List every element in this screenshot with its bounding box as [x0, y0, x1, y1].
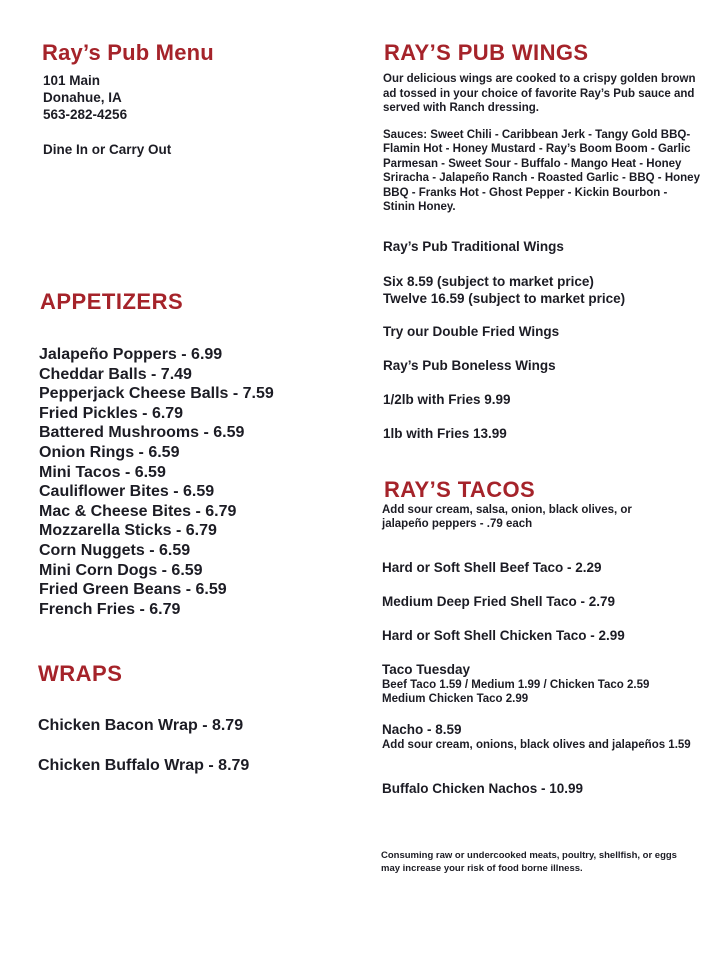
list-item: Fried Pickles - 6.79 [39, 404, 184, 422]
wraps-list [38, 717, 249, 797]
tacos-heading: RAY’S TACOS [384, 477, 536, 502]
boneless-wings: Ray’s Pub Boneless Wings [383, 358, 556, 373]
list-item: Battered Mushrooms - 6.59 [39, 424, 245, 442]
address-line-1: 101 Main [43, 73, 101, 88]
list-item: Cheddar Balls - 7.49 [39, 365, 192, 383]
beef-taco: Hard or Soft Shell Beef Taco - 2.29 [382, 560, 602, 575]
boneless-half-lb: 1/2lb with Fries 9.99 [383, 392, 511, 407]
wings-sauces: Sauces: Sweet Chili - Caribbean Jerk - Tangy Gold BBQ- Flamin Hot - Honey Mustard - Ray’s Boom Boom - Garlic Parmesan - Sweet Sour - Buffalo - Mango Heat - Honey Sriracha - Jalapeño Ranch - Roasted Garlic - BBQ - Honey BBQ - Franks Hot - Ghost Pepper - Kickin Bourbon - Stinin Honey. [383, 128, 700, 213]
right-column [381, 40, 701, 874]
list-item: Corn Nuggets - 6.59 [39, 541, 191, 559]
menu-title: Ray’s Pub Menu [42, 40, 214, 65]
list-item: Fried Green Beans - 6.59 [39, 581, 227, 599]
taco-tuesday-line-2: Medium Chicken Taco 2.99 [382, 693, 529, 705]
deep-fried-taco: Medium Deep Fried Shell Taco - 2.79 [382, 594, 616, 609]
service-type: Dine In or Carry Out [43, 142, 172, 157]
tacos-addons: Add sour cream, salsa, onion, black olives, or jalapeño peppers - .79 each [382, 504, 632, 530]
wings-six: Six 8.59 (subject to market price) [383, 274, 594, 289]
list-item: Pepperjack Cheese Balls - 7.59 [39, 385, 274, 403]
address-line-2: Donahue, IA [43, 90, 122, 105]
boneless-one-lb: 1lb with Fries 13.99 [383, 426, 507, 441]
list-item: Mozzarella Sticks - 6.79 [39, 522, 217, 540]
list-item: Chicken Bacon Wrap - 8.79 [38, 717, 244, 734]
list-item: Mac & Cheese Bites - 6.79 [39, 502, 237, 520]
phone-number: 563-282-4256 [43, 107, 128, 122]
chicken-taco: Hard or Soft Shell Chicken Taco - 2.99 [382, 628, 625, 643]
wings-heading: RAY’S PUB WINGS [384, 40, 589, 65]
taco-tuesday [382, 661, 649, 706]
appetizers-heading: APPETIZERS [40, 289, 184, 314]
double-fried-wings: Try our Double Fried Wings [383, 324, 560, 339]
list-item: Cauliflower Bites - 6.59 [39, 483, 215, 501]
list-item: Jalapeño Poppers - 6.99 [39, 346, 223, 363]
left-column [38, 40, 358, 774]
traditional-wings: Ray’s Pub Traditional Wings [383, 239, 564, 254]
taco-tuesday-title: Taco Tuesday [382, 662, 471, 677]
list-item: French Fries - 6.79 [39, 600, 181, 618]
list-item: Mini Corn Dogs - 6.59 [39, 561, 203, 579]
appetizers-list [39, 345, 274, 619]
food-safety-disclaimer: Consuming raw or undercooked meats, poultry, shellfish, or eggs may increase your risk of food borne illness. [381, 850, 677, 874]
nacho-price: Nacho - 8.59 [382, 722, 462, 737]
taco-tuesday-line-1: Beef Taco 1.59 / Medium 1.99 / Chicken Taco 2.59 [382, 679, 650, 691]
wings-twelve: Twelve 16.59 (subject to market price) [383, 291, 626, 306]
list-item: Mini Tacos - 6.59 [39, 463, 166, 481]
list-item: Chicken Buffalo Wrap - 8.79 [38, 757, 250, 774]
wings-price-block [383, 273, 625, 307]
list-item: Onion Rings - 6.59 [39, 443, 180, 461]
wraps-heading: WRAPS [38, 661, 123, 686]
nacho-addons: Add sour cream, onions, black olives and jalapeños 1.59 [382, 739, 691, 751]
buffalo-chicken-nachos: Buffalo Chicken Nachos - 10.99 [382, 781, 584, 796]
wings-description: Our delicious wings are cooked to a crispy golden brown ad tossed in your choice of favorite Ray’s Pub sauce and served with Ranch dressing. [383, 73, 696, 114]
nacho [382, 721, 692, 752]
